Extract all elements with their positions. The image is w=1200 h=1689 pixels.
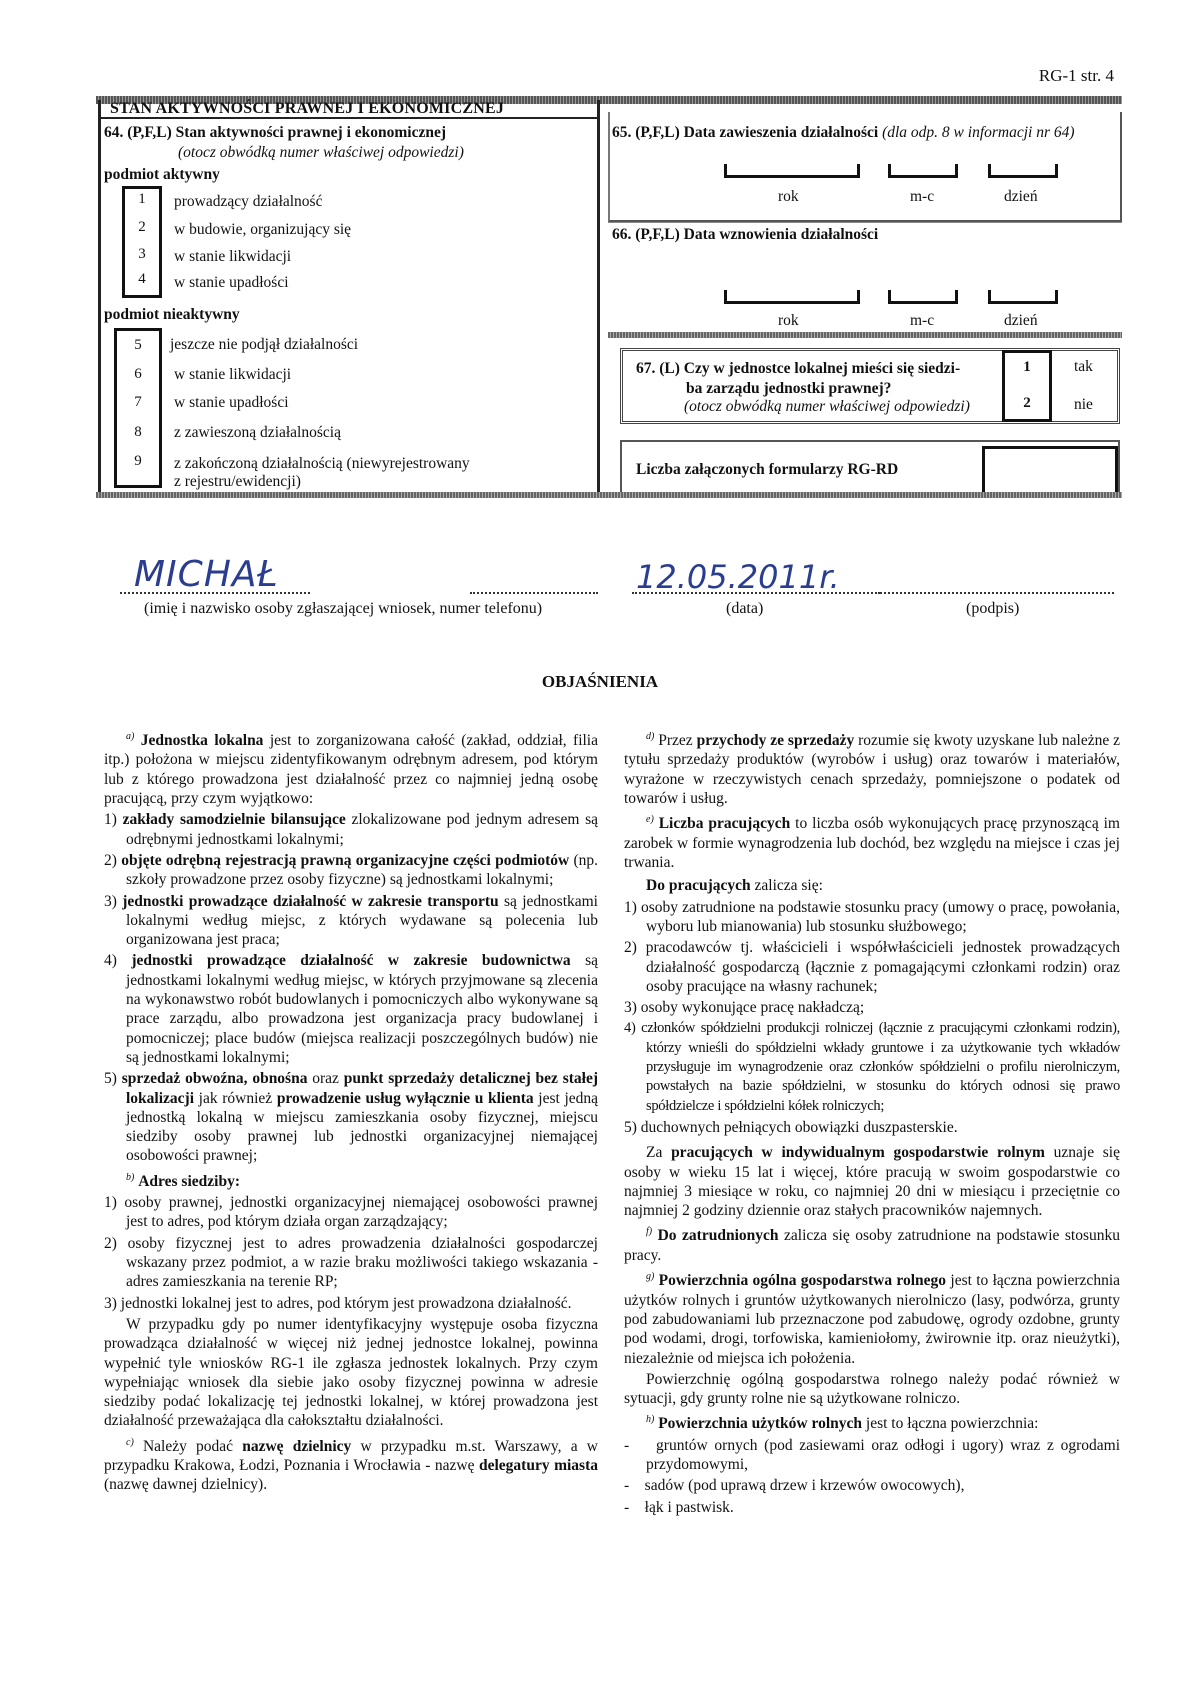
q65-month-label: m-c — [910, 188, 935, 205]
list-text: są jednostkami lokalnymi według miejsc, z których wydawane są polecenia lub organizowana jest praca; — [126, 892, 598, 949]
term-nazwa-dzielnicy: nazwę dzielnicy — [242, 1437, 352, 1455]
option-9-number[interactable]: 9 — [134, 453, 142, 469]
section-title-underline — [98, 117, 600, 119]
list-number: 1) — [624, 898, 637, 916]
list-text: osoby zatrudnione na podstawie stosunku pracy (umowy o pracę, powołania, wyboru lub mianowania) lub stosunku służbowego; — [640, 898, 1120, 935]
footnote-h-mark: h) — [646, 1414, 655, 1426]
q66-year-label: rok — [778, 312, 799, 329]
list-text: jest jedną jednostką lokalną w miejscu zamieszkania osoby fizycznej, miejscu siedziby osoby prawnej lub jednostki organizacyjnej niemającej osobowości prawnej; — [126, 1089, 599, 1165]
footnote-e-mark: e) — [646, 814, 654, 826]
explanations-left-column — [104, 727, 598, 1497]
active-group-label: podmiot aktywny — [104, 166, 220, 183]
list-number: 2) — [624, 939, 637, 957]
option-2-label: w budowie, organizujący się — [174, 221, 352, 238]
footnote-g-mark: g) — [646, 1271, 655, 1283]
option-1-number[interactable]: 1 — [138, 191, 146, 207]
text-farm: Za — [646, 1144, 672, 1162]
list-text: jak również — [194, 1089, 277, 1107]
q66-day-field[interactable] — [988, 290, 1058, 304]
list-number: 3) — [104, 1294, 117, 1312]
footnote-b-mark: b) — [126, 1171, 135, 1183]
q67-hint: (otocz obwódką numer właściwej odpowiedzi) — [684, 398, 970, 415]
q67-option-2-number[interactable]: 2 — [1023, 395, 1031, 411]
list-number: 5) — [104, 1070, 117, 1088]
term-liczba-pracujacych: Liczba pracujących — [658, 815, 791, 833]
option-4-number[interactable]: 4 — [138, 271, 146, 287]
option-8-number[interactable]: 8 — [134, 424, 142, 440]
option-7-label: w stanie upadłości — [174, 394, 289, 411]
list-text: łąk i pastwisk. — [644, 1498, 734, 1516]
term-delegatura: delegatury miasta — [479, 1457, 598, 1475]
q65-day-field[interactable] — [988, 164, 1058, 178]
inactive-group-label: podmiot nieaktywny — [104, 306, 240, 323]
term-jednostka-lokalna: Jednostka lokalna — [140, 732, 264, 750]
paragraph-rg1-note: W przypadku gdy po numer identyfikacyjny występuje osoba fizyczna prowadząca działalność w więcej niż jednej jednostce lokalnej, powinna wypełnić tyle wniosków RG-1 ile zgłasza jednostek lokalnych. Przy czym wypełniając wniosek dla siebie jako osoby fizycznej powinna w adresie siedziby podać lokalizację tej jednostki lokalnej, w której prowadzona jest działalność przeważająca dla całokształtu działalności. — [104, 1315, 598, 1430]
list-text: jednostki lokalnej jest to adres, pod którym jest prowadzona działalność. — [120, 1294, 572, 1312]
q66-year-field[interactable] — [724, 290, 860, 304]
name-caption: (imię i nazwisko osoby zgłaszającej wniosek, numer telefonu) — [144, 600, 543, 617]
attachments-count-field[interactable] — [982, 446, 1118, 496]
signature-field[interactable] — [880, 592, 1114, 594]
term-do-pracujacych: Do pracujących — [646, 877, 751, 895]
list-text: osoby prawnej, jednostki organizacyjnej niemającej osobowości prawnej jest to adres, pod którym działa organ zarządzający; — [124, 1194, 598, 1231]
q64-hint: (otocz obwódką numer właściwej odpowiedzi) — [178, 144, 464, 161]
option-6-label: w stanie likwidacji — [174, 366, 292, 383]
footnote-c-mark: c) — [126, 1436, 134, 1448]
q65-year-field[interactable] — [724, 164, 860, 178]
q65-year-label: rok — [778, 188, 799, 205]
text-c: w przypadku m.st. Warszawy, a w przypadku Krakowa, Łodzi, Poznania i Wrocławia - nazwę — [104, 1437, 598, 1475]
section-title: STAN AKTYWNOŚCI PRAWNEJ I EKONOMICZNEJ — [110, 100, 505, 117]
list-number: 3) — [104, 892, 117, 910]
list-bold: zakłady samodzielnie bilansujące — [122, 811, 346, 829]
text-a: jest to zorganizowana całość (zakład, oddział, filia itp.) położona w miejscu zidentyfikowanym odrębnym adresem, pod którym lub z którego prowadzona jest działalność przez co najmniej jedną osobę pracującą, przy czym wyjątkowo: — [104, 732, 598, 808]
option-5-label: jeszcze nie podjął działalności — [170, 336, 359, 353]
bottom-border-band — [96, 492, 1122, 498]
handwritten-name: MICHAŁ — [134, 554, 279, 595]
explanations-title: OBJAŚNIENIA — [541, 672, 659, 691]
text-c: (nazwę dawnej dzielnicy). — [104, 1476, 268, 1494]
term-adres-siedziby: Adres siedziby: — [138, 1172, 240, 1190]
footnote-d-mark: d) — [646, 731, 655, 742]
text-d: rozumie się kwoty uzyskane lub należne z tytułu sprzedaży produktów (wyrobów i usług) oraz towarów i materiałów, wyrażone w rzeczywistych cenach sprzedaży, pomniejszone o podatek od towarów i usług. — [624, 732, 1121, 808]
signature-caption: (podpis) — [966, 600, 1020, 617]
q67-title-line1: 67. (L) Czy w jednostce lokalnej mieści się siedzi- — [636, 360, 961, 377]
list-number: 3) — [624, 999, 637, 1017]
option-9-label-cont: z rejestru/ewidencji) — [174, 473, 301, 490]
term-gospodarstwo-rolne: pracujących w indywidualnym gospodarstwie rolnym — [671, 1144, 1045, 1162]
list-number: 2) — [104, 851, 117, 869]
list-dash: - — [624, 1498, 630, 1516]
option-3-label: w stanie likwidacji — [174, 248, 292, 265]
page-number: RG-1 str. 4 — [1038, 66, 1114, 85]
list-number: 1) — [104, 811, 117, 829]
list-bold: objęte odrębną rejestracją prawną organizacyjne części podmiotów — [121, 851, 570, 869]
q67-option-2-label: nie — [1074, 396, 1093, 413]
option-4-label: w stanie upadłości — [174, 274, 289, 291]
term-przychody: przychody ze sprzedaży — [696, 732, 855, 750]
list-text: sadów (pod uprawą drzew i krzewów owocowych), — [644, 1477, 965, 1495]
q66-month-field[interactable] — [888, 290, 958, 304]
text-e: to liczba osób wykonujących pracę przynoszącą im zarobek w formie wynagrodzenia lub dochód, bez względu na miejsce i czas jej trwania. — [624, 815, 1120, 872]
list-bold: sprzedaż obwoźna, obnośna — [121, 1070, 308, 1088]
list-dash: - — [624, 1436, 630, 1454]
explanations-right-column — [624, 727, 1120, 1519]
q66-divider — [608, 222, 1122, 223]
list-number: 4) — [624, 1020, 636, 1037]
list-text: są jednostkami lokalnymi według miejsc, w których przyjmowane są zlecenia na wykonawstwo robót budowlanych i pomocniczych albo wykonywane są prace zarządu, albo prowadzona jest organizacja pracy budowlanej i pomocniczej; place budów (miejsca realizacji poszczególnych budów) nie są jednostkami lokalnymi; — [126, 952, 598, 1066]
q65-title — [612, 124, 1075, 142]
q67-title-line2: ba zarządu jednostki prawnej? — [686, 380, 892, 397]
list-text: osoby fizycznej jest to adres prowadzenia działalności gospodarczej wskazany przez podmiot, a w razie braku możliwości takiego wskazania - adres zamieszkania na terenie RP; — [126, 1234, 598, 1291]
option-3-number[interactable]: 3 — [138, 246, 146, 262]
option-2-number[interactable]: 2 — [138, 219, 146, 235]
list-text: gruntów ornych (pod zasiewami oraz odłogi i ugory) wraz z ogrodami przydomowymi, — [646, 1436, 1121, 1474]
term-uzytki-rolne: Powierzchnia użytków rolnych — [658, 1415, 863, 1433]
text-c: Należy podać — [133, 1437, 243, 1455]
list-text: oraz — [307, 1070, 344, 1088]
list-number: 4) — [104, 952, 117, 970]
footnote-a-mark: a) — [126, 731, 135, 742]
q66-title: 66. (P,F,L) Data wznowienia działalności — [612, 226, 879, 243]
option-5-number[interactable]: 5 — [134, 337, 142, 353]
list-text: osoby wykonujące pracę nakładczą; — [640, 999, 865, 1017]
option-8-label: z zawieszoną działalnością — [174, 424, 341, 441]
date-caption: (data) — [726, 600, 764, 617]
handwritten-date: 12.05.2011r. — [636, 558, 840, 596]
footnote-f-mark: f) — [646, 1226, 653, 1238]
option-9-label: z zakończoną działalnością (niewyrejestrowany — [174, 455, 470, 472]
q65-day-label: dzień — [1004, 188, 1038, 205]
term-zatrudnieni: Do zatrudnionych — [657, 1227, 779, 1245]
list-text: pracodawców tj. właścicieli i współwłaścicieli jednostek prowadzących działalność gospodarczą (łącznie z pomagającymi członkami rodzin) oraz osoby pracujące na własny rachunek; — [645, 939, 1121, 995]
text-d: Przez — [654, 732, 697, 750]
text-g: jest to łączna powierzchnia użytków rolnych i gruntów użytkowanych nierolniczo (lasy, podwórza, grunty pod zabudowaniami lub przeznaczone pod zabudowę, ogrody ozdobne, grunty pod wodami, drogi, torfowiska, kamieniołomy, żwirownie itp. oraz nieużytki), niezależnie od miejsca ich położenia. — [624, 1272, 1121, 1367]
q65-hint: (dla odp. 8 w informacji nr 64) — [882, 124, 1075, 141]
list-number: 2) — [104, 1234, 117, 1252]
q65-title-text: 65. (P,F,L) Data zawieszenia działalności — [612, 124, 879, 141]
paragraph-g-note: Powierzchnię ogólną gospodarstwa rolnego należy podać również w sytuacji, gdy grunty rolne nie są użytkowane rolniczo. — [624, 1370, 1120, 1408]
list-bold: prowadzenie usług wyłącznie u klienta — [276, 1089, 534, 1107]
text-h: jest to łączna powierzchnia: — [862, 1415, 1039, 1433]
list-bold: jednostki prowadzące działalność w zakresie transportu — [122, 892, 499, 910]
option-6-number[interactable]: 6 — [134, 366, 142, 382]
option-7-number[interactable]: 7 — [134, 394, 142, 410]
q66-month-label: m-c — [910, 312, 935, 329]
q65-month-field[interactable] — [888, 164, 958, 178]
phone-field[interactable] — [470, 592, 598, 594]
q66-day-label: dzień — [1004, 312, 1038, 329]
list-text: (np. szkoły prowadzone przez osoby fizyczne) są jednostkami lokalnymi; — [126, 851, 599, 889]
list-bold: punkt sprzedaży detalicznej bez stałej lokalizacji — [126, 1070, 599, 1107]
option-1-label: prowadzący działalność — [174, 193, 323, 210]
list-text: duchownych pełniących obowiązki duszpasterskie. — [640, 1118, 958, 1136]
attachments-label: Liczba załączonych formularzy RG-RD — [636, 461, 899, 478]
list-bold: jednostki prowadzące działalność w zakresie budownictwa — [131, 952, 571, 970]
q67-option-1-label: tak — [1074, 358, 1093, 375]
list-number: 5) — [624, 1118, 637, 1136]
text-f: zalicza się osoby zatrudnione na podstawie stosunku pracy. — [624, 1227, 1121, 1264]
text-farm: uznaje się osoby w wieku 15 lat i więcej, które pracują w swoim gospodarstwie co najmniej 3 miesiące w roku, co najmniej 20 dni w miesiącu i przeciętnie co najmniej 2 godziny dziennie oraz stałych pracowników najemnych. — [624, 1144, 1120, 1220]
list-text: członków spółdzielni produkcji rolniczej (łącznie z pracującymi członkami rodzin), którzy wnieśli do spółdzielni wkłady gruntowe i za użytkowanie tych wkładów przysługuje im wynagrodzenie oraz członków spółdzielni o profilu nierolniczym, powstałych na bazie spółdzielni, w stosunku do których odnosi się prawo spółdzielcze i spółdzielni kółek rolniczych; — [641, 1020, 1120, 1114]
text-e-sub: zalicza się: — [750, 877, 823, 895]
list-text: zlokalizowane pod jednym adresem są odrębnymi jednostkami lokalnymi; — [126, 811, 598, 848]
q66-bottom-band — [608, 332, 1122, 338]
term-powierzchnia-ogolna: Powierzchnia ogólna gospodarstwa rolnego — [658, 1272, 947, 1290]
list-dash: - — [624, 1477, 630, 1495]
q64-title: 64. (P,F,L) Stan aktywności prawnej i ekonomicznej — [104, 124, 447, 141]
q67-option-1-number[interactable]: 1 — [1023, 359, 1031, 375]
list-number: 1) — [104, 1194, 117, 1212]
